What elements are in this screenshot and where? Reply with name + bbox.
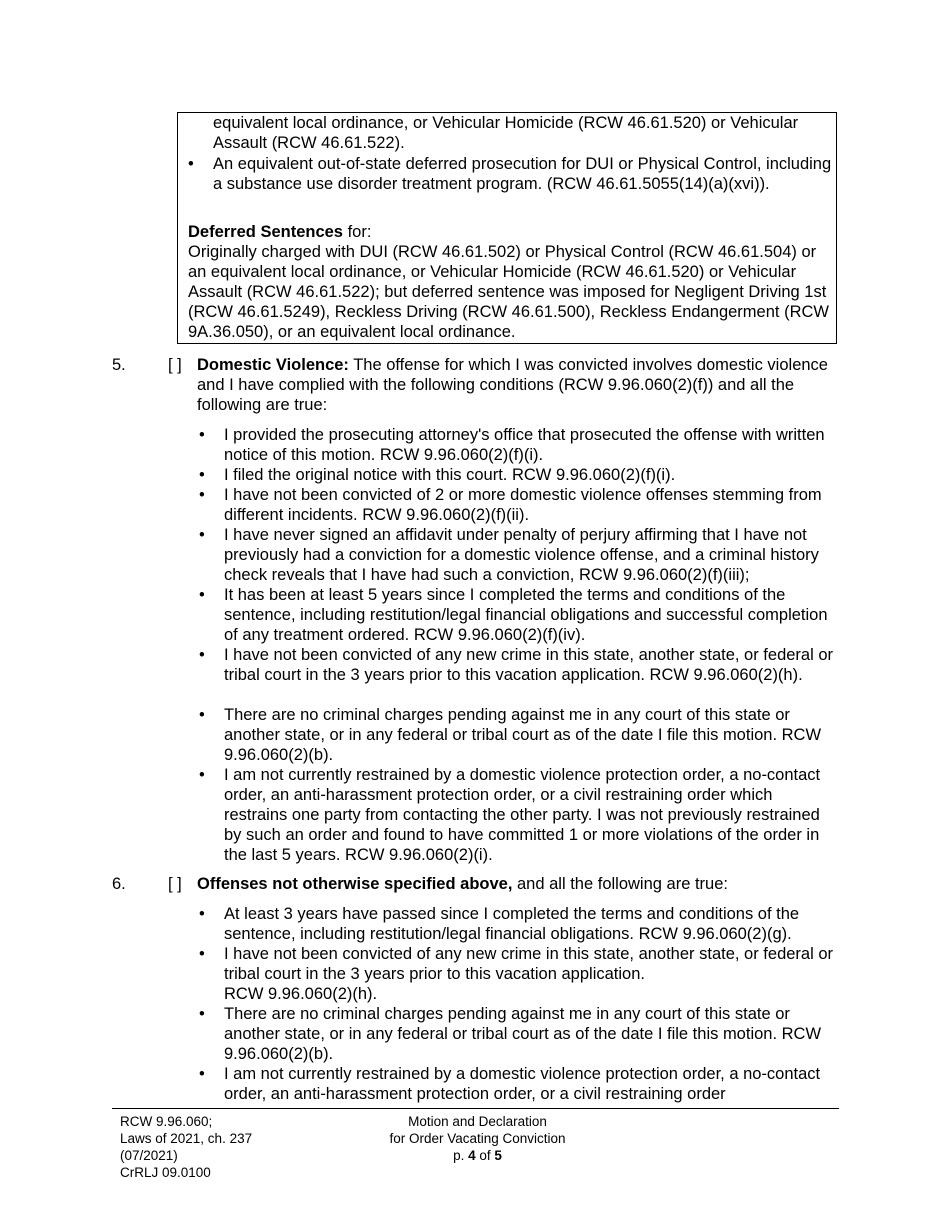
list-item bbox=[197, 585, 837, 645]
item-5-bullet-text: I have not been convicted of 2 or more domestic violence offenses stemming from different incidents. RCW 9.96.060(2)(f)(ii). bbox=[224, 486, 822, 524]
page-total: 5 bbox=[494, 1148, 502, 1163]
deferred-sentences-body: Originally charged with DUI (RCW 46.61.502) or Physical Control (RCW 46.61.504) or an equivalent local ordinance, or Vehicular Homicide (RCW 46.61.520) or Vehicular Assault (RCW 46.61.522); but deferred sentence was imposed for Negligent Driving 1st (RCW 46.61.5249), Reckless Driving (RCW 46.61.500), Reckless Endangerment (RCW 9A.36.050), or an equivalent local ordinance. bbox=[188, 243, 829, 341]
bullet-icon: • bbox=[199, 646, 205, 664]
bullet-icon: • bbox=[199, 466, 205, 484]
footer-line: (07/2021) bbox=[120, 1148, 178, 1163]
item-5-checkbox[interactable]: [ ] bbox=[168, 356, 182, 374]
item-5-bullet-text: I am not currently restrained by a domestic violence protection order, a no-contact order, an anti-harassment protection order, or a civil restraining order which restrains one party from contacting the other party. I was not previously restrained by such an order and found to have committed 1 or more violations of the order in the last 5 years. RCW 9.96.060(2)(i). bbox=[224, 766, 821, 864]
item-6-number: 6. bbox=[112, 875, 126, 893]
item-6-bullet-rcw: RCW 9.96.060(2)(h). bbox=[224, 985, 378, 1003]
bullet-icon: • bbox=[199, 905, 205, 923]
page-of: of bbox=[475, 1148, 495, 1163]
bullet-icon: • bbox=[199, 526, 205, 544]
bullet-icon: • bbox=[188, 155, 194, 173]
footer-divider bbox=[112, 1108, 839, 1109]
item-5-number: 5. bbox=[112, 356, 126, 374]
deferred-box bbox=[177, 112, 837, 344]
list-item bbox=[178, 154, 833, 194]
item-6-checkbox[interactable]: [ ] bbox=[168, 875, 182, 893]
list-item bbox=[197, 485, 837, 525]
list-item bbox=[197, 765, 837, 865]
item-5-bullet-text: It has been at least 5 years since I completed the terms and conditions of the sentence, including restitution/legal financial obligations and successful completion of any treatment ordered. RCW 9.96.060(2)(f)(iv). bbox=[224, 586, 828, 644]
list-item bbox=[197, 904, 837, 944]
item-5-intro: The offense for which I was convicted involves domestic violence and I have complied with the following conditions (RCW 9.96.060(2)(f)) and all the following are true: bbox=[197, 356, 828, 414]
item-6-heading bbox=[197, 874, 837, 894]
box-bullet-list bbox=[178, 154, 833, 194]
item-6-bullet-text: There are no criminal charges pending against me in any court of this state or another state, or in any federal or tribal court as of the date I file this motion. RCW 9.96.060(2)(b). bbox=[224, 1005, 822, 1063]
item-6-bullet-list bbox=[197, 904, 837, 1104]
footer-title-line: for Order Vacating Conviction bbox=[389, 1131, 566, 1146]
bullet-icon: • bbox=[199, 1005, 205, 1023]
bullet-icon: • bbox=[199, 706, 205, 724]
deferred-title: Deferred Sentences bbox=[188, 223, 343, 241]
footer-line: Laws of 2021, ch. 237 bbox=[120, 1131, 253, 1146]
bullet-icon: • bbox=[199, 945, 205, 963]
page-current: 4 bbox=[468, 1148, 476, 1163]
item-5-bullet-text: I have never signed an affidavit under penalty of perjury affirming that I have not previously had a conviction for a domestic violence offense, and a criminal history check reveals that I have had such a conviction, RCW 9.96.060(2)(f)(iii); bbox=[224, 526, 819, 584]
item-5-bullet-text: I provided the prosecuting attorney's office that prosecuted the offense with written notice of this motion. RCW 9.96.060(2)(f)(i). bbox=[224, 426, 825, 464]
box-continuation-text: equivalent local ordinance, or Vehicular Homicide (RCW 46.61.520) or Vehicular Assault (RCW 46.61.522). bbox=[213, 114, 799, 152]
box-bullet-text: An equivalent out-of-state deferred prosecution for DUI or Physical Control, including a substance use disorder treatment program. (RCW 46.61.5055(14)(a)(xvi)). bbox=[213, 155, 832, 193]
footer-citation bbox=[120, 1113, 252, 1181]
item-5-title: Domestic Violence: bbox=[197, 356, 349, 374]
item-5-bullet-text: I have not been convicted of any new crime in this state, another state, or federal or tribal court in the 3 years prior to this vacation application. RCW 9.96.060(2)(h). bbox=[224, 646, 834, 684]
list-item bbox=[197, 1004, 837, 1064]
list-item bbox=[197, 944, 837, 1004]
item-5-bullet-text: There are no criminal charges pending against me in any court of this state or another state, or in any federal or tribal court as of the date I file this motion. RCW 9.96.060(2)(b). bbox=[224, 706, 822, 764]
page-number bbox=[370, 1147, 585, 1164]
list-item bbox=[197, 1064, 837, 1104]
footer-line: CrRLJ 09.0100 bbox=[120, 1165, 211, 1180]
bullet-icon: • bbox=[199, 486, 205, 504]
item-6-intro: and all the following are true: bbox=[512, 875, 728, 893]
item-5-bullet-list bbox=[197, 425, 837, 865]
bullet-icon: • bbox=[199, 1065, 205, 1083]
item-6-bullet-text: I am not currently restrained by a domestic violence protection order, a no-contact order, an anti-harassment protection order, or a civil restraining order bbox=[224, 1065, 821, 1103]
deferred-sentences-heading bbox=[188, 222, 371, 242]
list-item bbox=[197, 645, 837, 705]
item-5-heading bbox=[197, 355, 837, 415]
item-6-bullet-text: At least 3 years have passed since I completed the terms and conditions of the sentence, including restitution/legal financial obligations. RCW 9.96.060(2)(g). bbox=[224, 905, 800, 943]
item-5-bullet-text: I filed the original notice with this court. RCW 9.96.060(2)(f)(i). bbox=[224, 466, 676, 484]
list-item bbox=[197, 525, 837, 585]
bullet-icon: • bbox=[199, 426, 205, 444]
footer-form-title bbox=[370, 1113, 585, 1164]
bullet-icon: • bbox=[199, 766, 205, 784]
deferred-title-suffix: for: bbox=[343, 223, 372, 241]
bullet-icon: • bbox=[199, 586, 205, 604]
item-6-bullet-text: I have not been convicted of any new crime in this state, another state, or federal or tribal court in the 3 years prior to this vacation application. bbox=[224, 945, 834, 983]
footer-line: RCW 9.96.060; bbox=[120, 1114, 213, 1129]
list-item bbox=[197, 465, 837, 485]
item-6-title: Offenses not otherwise specified above, bbox=[197, 875, 513, 893]
list-item bbox=[197, 425, 837, 465]
list-item bbox=[197, 705, 837, 765]
page-prefix: p. bbox=[453, 1148, 469, 1163]
footer-title-line: Motion and Declaration bbox=[408, 1114, 547, 1129]
